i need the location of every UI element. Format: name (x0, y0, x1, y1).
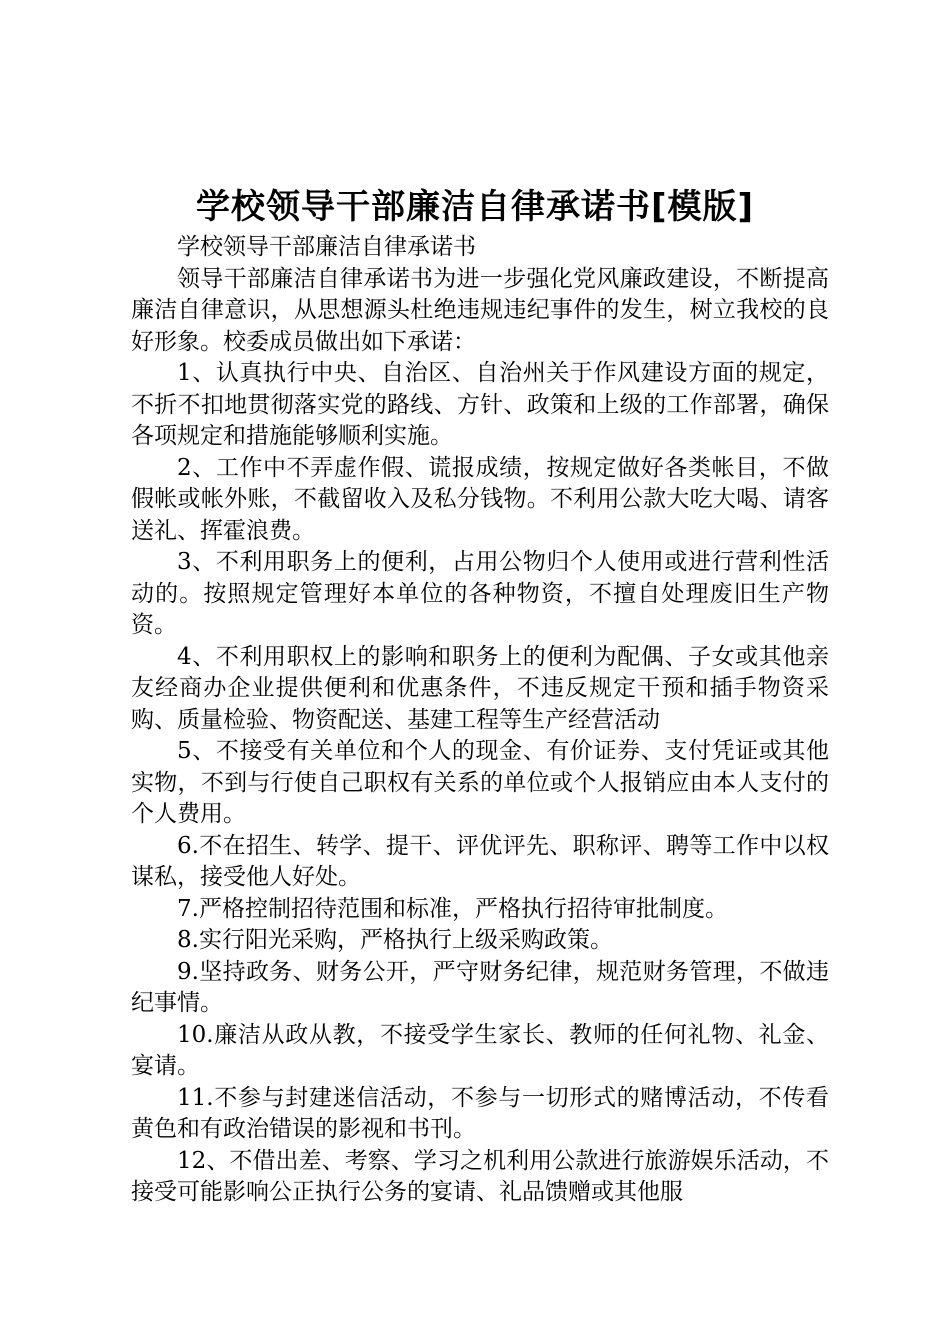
paragraph-item-8: 8.实行阳光采购，严格执行上级采购政策。 (177, 927, 613, 953)
paragraph-item-10: 10.廉洁从政从教，不接受学生家长、教师的任何礼物、礼金、宴请。 (131, 1021, 829, 1079)
paragraph-item-4: 4、不利用职权上的影响和职务上的便利为配偶、子女或其他亲友经商办企业提供便利和优惠条件，不违反规定干预和插手物资采购、质量检验、物资配送、基建工程等生产经营活动 (131, 643, 829, 733)
paragraph-item-9: 9.坚持政务、财务公开，严守财务纪律，规范财务管理，不做违纪事情。 (131, 958, 829, 1016)
paragraph-item-12: 12、不借出差、考察、学习之机利用公款进行旅游娱乐活动，不接受可能影响公正执行公务的宴请、礼品馈赠或其他服 (131, 1147, 829, 1205)
paragraph-item-7: 7.严格控制招待范围和标准，严格执行招待审批制度。 (177, 895, 728, 922)
paragraph-item-2: 2、工作中不弄虚作假、谎报成绩，按规定做好各类帐目，不做假帐或帐外账，不截留收入及私分钱物。不利用公款大吃大喝、请客送礼、挥霍浪费。 (131, 454, 829, 544)
paragraph-item-3: 3、不利用职务上的便利，占用公物归个人使用或进行营利性活动的。按照规定管理好本单位的各种物资，不擅自处理废旧生产物资。 (131, 549, 829, 638)
document-body (131, 232, 829, 1209)
paragraph-item-6: 6.不在招生、转学、提干、评优评先、职称评、聘等工作中以权谋私，接受他人好处。 (131, 832, 829, 890)
paragraph-subtitle: 学校领导干部廉洁自律承诺书 (177, 234, 476, 260)
paragraph-item-5: 5、不接受有关单位和个人的现金、有价证券、支付凭证或其他实物，不到与行使自己职权有关系的单位或个人报销应由本人支付的个人费用。 (131, 738, 829, 827)
paragraph-item-11: 11.不参与封建迷信活动，不参与一切形式的赌博活动，不传看黄色和有政治错误的影视和书刊。 (131, 1084, 829, 1142)
paragraph-item-1: 1、认真执行中央、自治区、自治州关于作风建设方面的规定，不折不扣地贯彻落实党的路线、方针、政策和上级的工作部署，确保各项规定和措施能够顺利实施。 (131, 360, 829, 449)
document-title: 学校领导干部廉洁自律承诺书[模版] (195, 187, 755, 227)
paragraph-intro: 领导干部廉洁自律承诺书为进一步强化党风廉政建设，不断提高廉洁自律意识，从思想源头杜绝违规违纪事件的发生，树立我校的良好形象。校委成员做出如下承诺： (131, 265, 829, 355)
